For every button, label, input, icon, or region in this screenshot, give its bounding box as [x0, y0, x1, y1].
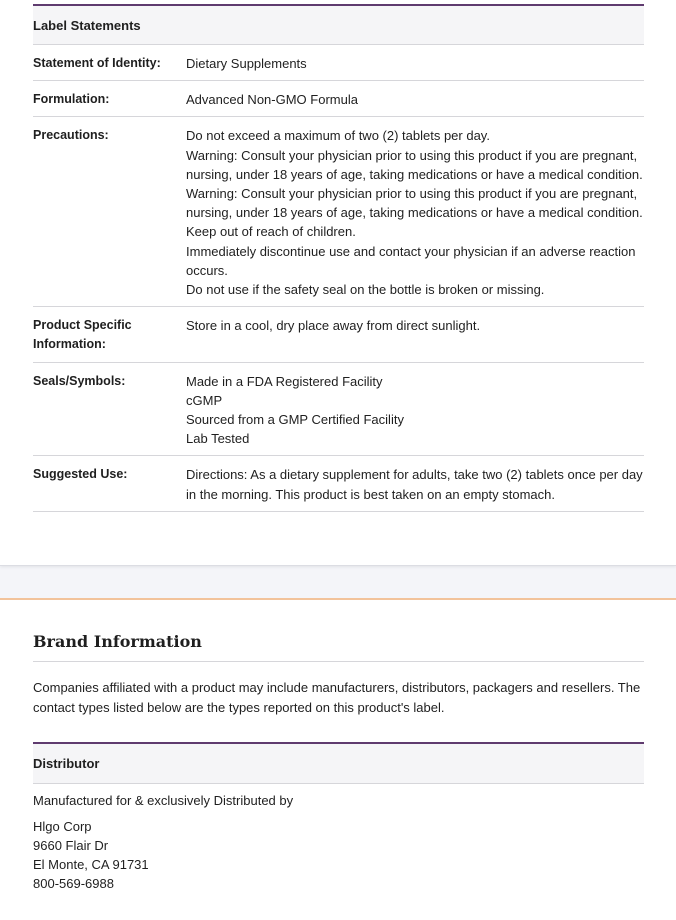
label-statement-value-line: cGMP [186, 392, 223, 408]
label-statement-label: Seals/Symbols: [33, 373, 126, 388]
label-statement-value-line: Sourced from a GMP Certified Facility [186, 412, 404, 428]
label-statement-value-line: Warning: Consult your physician prior to using this product if you are pregnant, nursing, under 18 years of age, taking medications or have a medical condition. [186, 147, 643, 182]
label-statement-label: Formulation: [33, 92, 110, 107]
label-statement-label: Product Specific Information: [33, 318, 132, 352]
distributor-street: 9660 Flair Dr [33, 838, 109, 853]
label-statement-label: Suggested Use: [33, 467, 128, 482]
label-statement-value-line: Dietary Supplements [186, 56, 307, 71]
brand-information-description: Companies affiliated with a product may include manufacturers, distributors, packagers and resellers. The contact types listed below are the types reported on this product's label. [33, 680, 641, 715]
label-statement-value [186, 54, 644, 73]
label-statement-value-line: Made in a FDA Registered Facility [186, 373, 383, 389]
label-statement-value-line: Directions: As a dietary supplement for adults, take two (2) tablets once per day in the morning. This product is best taken on an empty stomach. [186, 467, 643, 502]
label-statement-value-line: Immediately discontinue use and contact your physician if an adverse reaction occurs. [186, 243, 636, 278]
label-statement-value [186, 126, 644, 299]
label-statements-rows [33, 45, 644, 512]
label-statement-value [186, 316, 644, 354]
distributor-address [33, 817, 644, 893]
brand-information-card [0, 598, 676, 920]
label-statements-table [33, 4, 644, 512]
label-statement-label: Statement of Identity: [33, 56, 161, 70]
label-statement-row [33, 45, 644, 81]
label-statements-header: Label Statements [33, 4, 644, 45]
label-statement-row [33, 81, 644, 117]
distributor-phone: 800-569-6988 [33, 876, 114, 891]
distributor-company: Hlgo Corp [33, 819, 92, 834]
label-statement-value-line: Warning: Consult your physician prior to using this product if you are pregnant, nursing, under 18 years of age, taking medications or have a medical condition. [186, 186, 643, 221]
label-statement-label: Precautions: [33, 128, 109, 143]
distributor-section [33, 742, 644, 893]
label-statement-value [186, 90, 644, 109]
label-statement-value-line: Store in a cool, dry place away from direct sunlight. [186, 318, 481, 334]
distributor-city: El Monte, CA 91731 [33, 857, 149, 872]
brand-information-title: Brand Information [33, 632, 644, 662]
distributor-note: Manufactured for & exclusively Distributed by [33, 793, 294, 808]
label-statement-row [33, 456, 644, 511]
label-statement-value-line: Keep out of reach of children. [186, 224, 356, 240]
label-statement-value-line: Do not use if the safety seal on the bottle is broken or missing. [186, 282, 545, 298]
distributor-header: Distributor [33, 742, 644, 784]
label-statement-value-line: Advanced Non-GMO Formula [186, 92, 358, 108]
label-statement-value-line: Lab Tested [186, 431, 250, 447]
label-statement-value-line: Do not exceed a maximum of two (2) tablets per day. [186, 128, 490, 144]
label-statement-row [33, 307, 644, 362]
label-statement-value [186, 465, 644, 503]
label-statement-value [186, 372, 644, 449]
label-statement-row [33, 363, 644, 457]
label-statement-row [33, 117, 644, 307]
